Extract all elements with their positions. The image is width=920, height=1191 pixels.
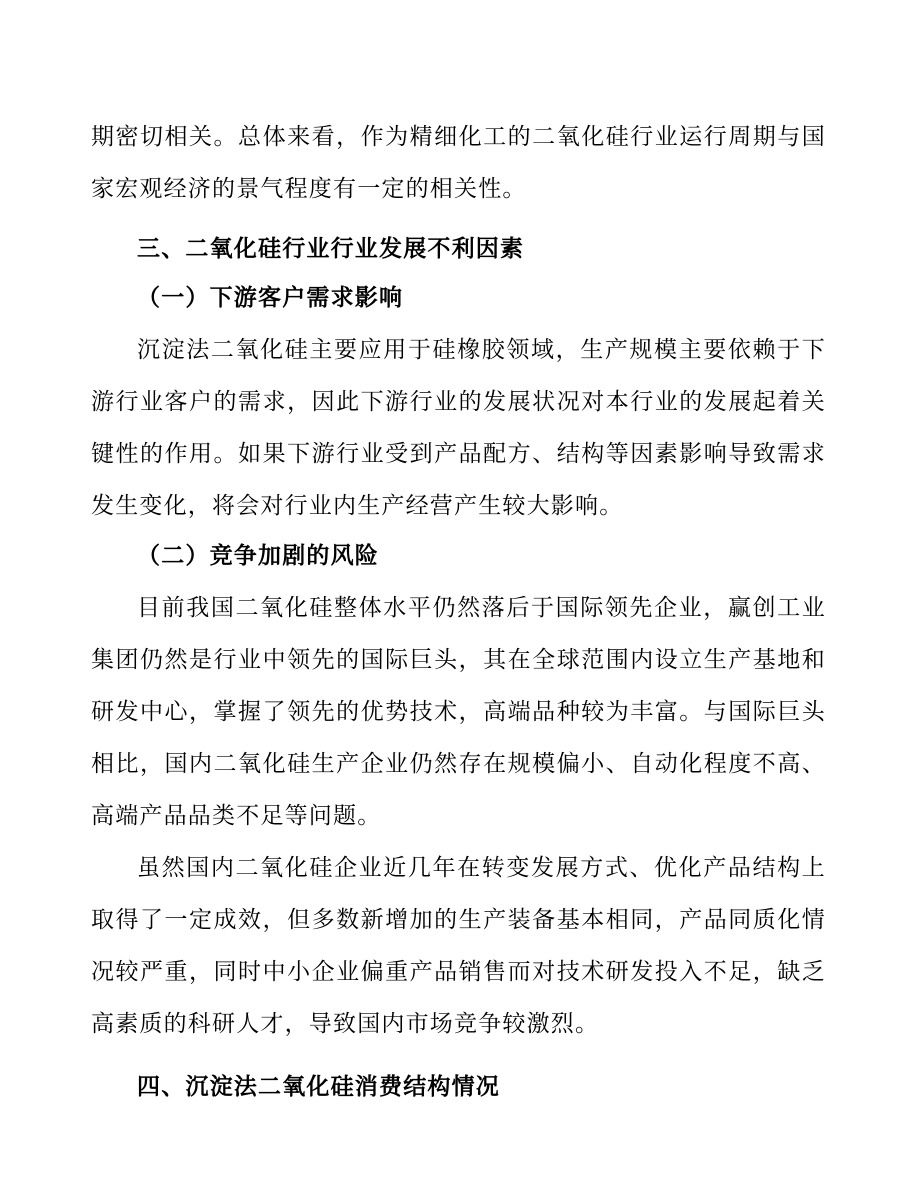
section-heading-3: 三、二氧化硅行业行业发展不利因素 [137,235,525,262]
subsection-heading-2: （二）竞争加剧的风险 [137,542,379,569]
paragraph-continuation: 期密切相关。总体来看，作为精细化工的二氧化硅行业运行周期与国家宏观经济的景气程度有一定的相关性。 [91,124,826,202]
paragraph-downstream-demand: 沉淀法二氧化硅主要应用于硅橡胶领域，生产规模主要依赖于下游行业客户的需求，因此下游行业的发展状况对本行业的发展起着关键性的作用。如果下游行业受到产品配方、结构等因素影响导致需求发生变化，将会对行业内生产经营产生较大影响。 [91,337,826,519]
paragraph-domestic-industry: 虽然国内二氧化硅企业近几年在转变发展方式、优化产品结构上取得了一定成效，但多数新增加的生产装备基本相同，产品同质化情况较严重，同时中小企业偏重产品销售而对技术研发投入不足，缺乏高素质的科研人才，导致国内市场竞争较激烈。 [91,855,826,1037]
subsection-heading-1: （一）下游客户需求影响 [137,284,404,311]
section-heading-4: 四、沉淀法二氧化硅消费结构情况 [137,1073,500,1100]
paragraph-competition-risk: 目前我国二氧化硅整体水平仍然落后于国际领先企业，赢创工业集团仍然是行业中领先的国际巨头，其在全球范围内设立生产基地和研发中心，掌握了领先的优势技术，高端品种较为丰富。与国际巨头相比，国内二氧化硅生产企业仍然存在规模偏小、自动化程度不高、高端产品品类不足等问题。 [91,595,826,829]
